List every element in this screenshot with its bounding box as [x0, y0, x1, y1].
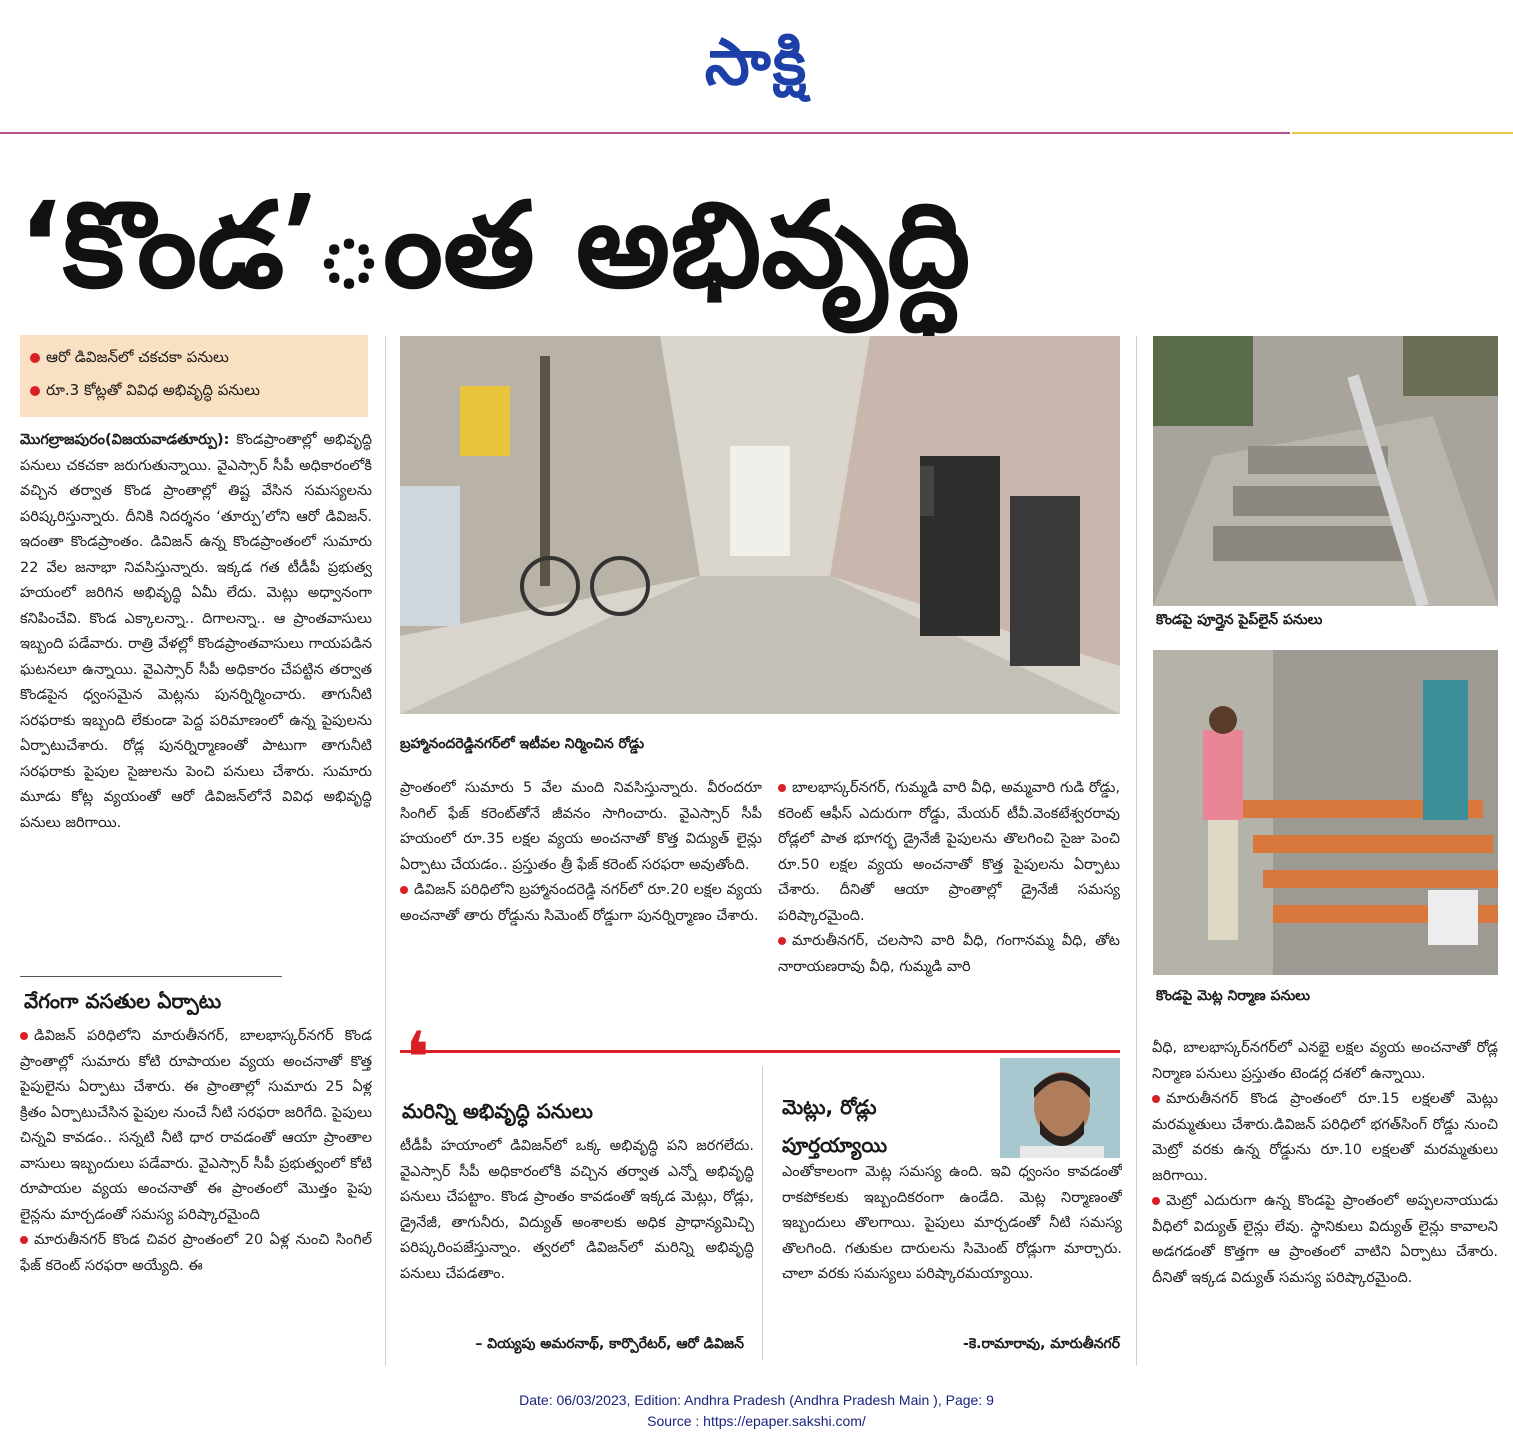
quote-column-rule — [762, 1066, 763, 1360]
quote-2-signature: -కె.రామారావు, మారుతీనగర్‌ — [963, 1336, 1120, 1352]
highlights-box — [20, 335, 368, 417]
main-photo-street — [400, 336, 1120, 714]
masthead-logo: సాక్షి — [704, 26, 809, 100]
main-photo-caption: బ్రహ్మానందరెడ్డినగర్‌లో ఇటీవల నిర్మించిన రోడ్డు — [400, 736, 645, 752]
quote-2-portrait — [1000, 1058, 1120, 1158]
bullet-icon — [1152, 1095, 1160, 1103]
street-photo-illustration — [400, 336, 1120, 714]
section-rule — [20, 976, 282, 977]
bullet-icon — [778, 937, 786, 945]
photo-pipeline-caption: కొండపై పూర్తైన పైప్‌లైన్‌ పనులు — [1156, 612, 1323, 628]
column-1-text2: డివిజన్‌ పరిధిలోని మారుతీనగర్, బాలభాస్కర్‌నగర్‌ కొండ ప్రాంతాల్లో సుమారు కోటి రూపాయల వ్యయ అంచనాతో కొత్త పైపులైను ఏర్పాటు చేశారు. ఈ ప్రాంతాల్లో సుమారు 25 ఏళ్ల క్రితం ఏర్పాటుచేసిన పైపుల నుంచే నీటి సరఫరా జరిగేది. పైపులు చిన్నవి కావడం.. సన్నటి నీటి ధార రావడంతో ఆయా ప్రాంతాల వాసులు ఇబ్బందులు పడేవారు. వైఎస్సార్‌ సీపీ ప్రభుత్వంలో కోటి రూపాయల వ్యయ అంచనాతో ఈ ప్రాంతంలో మొత్తం పైపు లైన్లను మార్చడంతో సమస్య పరిష్కారమైంది — [20, 1028, 372, 1223]
quote-1-text — [400, 1134, 754, 1330]
bullet-icon — [778, 784, 786, 792]
column-1-body — [20, 1024, 372, 1364]
column-3-text: బాలభాస్కర్‌నగర్, గుమ్మడి వారి వీధి, అమ్మవారి గుడి రోడ్డు, కరెంట్‌ ఆఫీస్‌ ఎదురుగా రోడ్డు, మేయర్‌ టీవీ.వెంకటేశ్వరరావు రోడ్లలో పాత భూగర్భ డ్రైనేజీ పైపులను తొలగించి సైజు పెంచి రూ.50 లక్షల వ్యయ అంచనాతో కొత్త పైపులను ఏర్పాటు చేశారు. దీనితో ఆయా ప్రాంతాల్లో డ్రైనేజీ సమస్య పరిష్కారమైంది. — [778, 780, 1120, 924]
footer-edition-info: Date: 06/03/2023, Edition: Andhra Pradesh (Andhra Pradesh Main ), Page: 9 — [519, 1392, 994, 1408]
column-1-intro — [20, 428, 372, 976]
photo-steps — [1153, 650, 1498, 975]
column-4-text: వీధి, బాలభాస్కర్‌నగర్‌లో ఎనభై లక్షల వ్యయ అంచనాతో రోడ్ల నిర్మాణ పనులు ప్రస్తుతం టెండర్ల దశలో ఉన్నాయి. — [1152, 1040, 1498, 1082]
quote-1-signature: – వియ్యపు అమరనాథ్, కార్పొరేటర్, ఆరో డివిజన్‌ — [475, 1336, 744, 1352]
column-4 — [1152, 1036, 1498, 1366]
masthead-rule — [0, 132, 1290, 134]
highlight-text: రూ.3 కోట్లతో వివిధ అభివృద్ధి పనులు — [46, 381, 260, 399]
column-3 — [778, 776, 1120, 1054]
masthead-rule-gold — [1292, 132, 1513, 134]
footer-source[interactable]: Source : https://epaper.sakshi.com/ — [647, 1413, 866, 1429]
column-2 — [400, 776, 762, 1054]
column-1-text3: మారుతీనగర్‌ కొండ చివర ప్రాంతంలో 20 ఏళ్ల నుంచి సింగిల్‌ ఫేజ్‌ కరెంట్‌ సరఫరా అయ్యేది. ఈ — [20, 1232, 372, 1274]
column-4-text3: మెట్రో ఎదురుగా ఉన్న కొండపై ప్రాంతంలో అప్పలనాయుడు వీధిలో విద్యుత్‌ లైన్లు లేవు. స్థానికులు విద్యుత్‌ లైన్లు కావాలని అడగడంతో కొత్తగా ఆ ప్రాంతంలో వాటిని ఏర్పాటు చేశారు. దీనితో ఇక్కడ విద్యుత్‌ సమస్య పరిష్కారమైంది. — [1152, 1193, 1498, 1286]
bullet-icon — [20, 1032, 28, 1040]
highlight-text: ఆరో డివిజన్‌లో చకచకా పనులు — [46, 348, 229, 366]
quote-2-paragraph: ఎంతోకాలంగా మెట్ల సమస్య ఉంది. ఇవి ధ్వంసం కావడంతో రాకపోకలకు ఇబ్బందికరంగా ఉండేది. మెట్ల నిర్మాణంతో ఇబ్బందులు తొలగాయి. పైపులు మార్చడంతో నీటి సమస్య తొలగింది. గతుకుల దారులను సిమెంట్‌ రోడ్లుగా మార్చారు. చాలా వరకు సమస్యలు పరిష్కారమయ్యాయి. — [782, 1164, 1122, 1282]
headline: ‘కొండ’ంత అభివృద్ధి — [18, 176, 971, 314]
dateline: మొగల్రాజపురం(విజయవాడతూర్పు): — [20, 432, 230, 448]
photo-pipeline — [1153, 336, 1498, 606]
quote-mark-icon: ❛ — [405, 1016, 430, 1100]
column-1-text: కొండప్రాంతాల్లో అభివృద్ధి పనులు చకచకా జరుగుతున్నాయి. వైఎస్సార్‌ సీపీ అధికారంలోకి వచ్చిన తర్వాత కొండ ప్రాంతాల్లో తిష్ట వేసిన సమస్యలను పరిష్కరిస్తున్నారు. దీనికి నిదర్శనం ‘తూర్పు’లోని ఆరో డివిజన్‌. ఇదంతా కొండప్రాంతం. డివిజన్‌ ఉన్న కొండప్రాంతంలో సుమారు 22 వేల జనాభా నివసిస్తున్నారు. ఇక్కడ గత టీడీపీ ప్రభుత్వ హయంలో జరిగిన అభివృద్ధి ఏమీ లేదు. మెట్లు అధ్వానంగా కనిపించేవి. కొండ ఎక్కాలన్నా.. దిగాలన్నా.. ఆ ప్రాంతవాసులు ఇబ్బంది పడేవారు. రాత్రి వేళల్లో కొండప్రాంతవాసులు గాయపడిన ఘటనలూ ఉన్నాయి. వైఎస్సార్‌ సీపీ అధికారం చేపట్టిన తర్వాత కొండపైన ధ్వంసమైన మెట్లను పునర్నిర్మించారు. తాగునీటి సరఫరాకు ఇబ్బంది లేకుండా పెద్ద పరిమాణంలో ఉన్న పైపులను ఏర్పాటుచేశారు. రోడ్ల పునర్నిర్మాణంతో పాటుగా తాగునీటి సరఫరాకు పైపుల సైజులను పెంచి పనులు చేశారు. సుమారు మూడు కోట్ల వ్యయంతో ఆరో డివిజన్‌లోనే వివిధ అభివృద్ధి పనులు జరిగాయి. — [20, 432, 372, 831]
bullet-icon — [400, 886, 408, 894]
portrait-illustration — [1000, 1058, 1120, 1158]
quote-divider — [400, 1050, 1120, 1053]
quote-1-subhead: మరిన్ని అభివృద్ధి పనులు — [402, 1099, 593, 1123]
quote-2-text — [782, 1160, 1122, 1332]
highlight-item — [30, 341, 358, 374]
photo-steps-caption: కొండపై మెట్ల నిర్మాణ పనులు — [1156, 988, 1310, 1004]
bullet-icon — [20, 1236, 28, 1244]
quote-2-subhead-line2: పూర్తయ్యాయి — [782, 1133, 888, 1157]
quote-1-paragraph: టీడీపీ హయాంలో డివిజన్‌లో ఒక్క అభివృద్ధి పని జరగలేదు. వైఎస్సార్‌ సీపీ అధికారంలోకి వచ్చిన తర్వాత ఎన్నో అభివృద్ధి పనులు చేపట్టాం. కొండ ప్రాంతం కావడంతో ఇక్కడ మెట్లు, రోడ్లు, డ్రైనేజీ, తాగునీరు, విద్యుత్‌ అంశాలకు అధిక ప్రాధాన్యమిచ్చి పరిష్కరింపజేస్తున్నాం. త్వరలో డివిజన్‌లో మరిన్ని అభివృద్ధి పనులు చేపడతాం. — [400, 1138, 754, 1282]
bullet-icon — [1152, 1197, 1160, 1205]
column-4-text2: మారుతీనగర్‌ కొండ ప్రాంతంలో రూ.15 లక్షలతో మెట్లు మరమ్మతులు చేశారు.డివిజన్‌ పరిధిలో భగత్‌సింగ్‌ రోడ్డు నుంచి మెట్రో వరకు ఉన్న రోడ్డును రూ.10 లక్షలతో మరమ్మతులు జరిగాయి. — [1152, 1091, 1498, 1184]
column-2-text: ప్రాంతంలో సుమారు 5 వేల మంది నివసిస్తున్నారు. వీరందరూ సింగిల్‌ ఫేజ్‌ కరెంట్‌తోనే జీవనం సాగించారు. వైఎస్సార్‌ సీపీ హయంలో రూ.35 లక్షల వ్యయ అంచనాతో కొత్త విద్యుత్‌ లైన్లు ఏర్పాటు చేయడం.. ప్రస్తుతం త్రీ ఫేజ్‌ కరెంట్‌ సరఫరా అవుతోంది. — [400, 780, 762, 873]
column-rule-2 — [1136, 336, 1137, 1366]
column-rule-1 — [385, 336, 386, 1366]
bullet-icon — [30, 353, 40, 363]
column-2-text2: డివిజన్‌ పరిధిలోని బ్రహ్మానందరెడ్డి నగర్‌లో రూ.20 లక్షల వ్యయ అంచనాతో తారు రోడ్డును సిమెంట్‌ రోడ్డుగా పునర్నిర్మాణం చేశారు. — [400, 882, 762, 924]
column-3-text2: మారుతీనగర్, చలసాని వారి వీధి, గంగానమ్మ వీధి, తోట నారాయణరావు వీధి, గుమ్మడి వారి — [778, 933, 1120, 975]
column-1-subhead: వేగంగా వసతుల ఏర్పాటు — [24, 989, 222, 1013]
highlight-item — [30, 374, 358, 407]
bullet-icon — [30, 386, 40, 396]
steps-photo-illustration — [1153, 650, 1498, 975]
quote-2-subhead-line1: మెట్లు, రోడ్లు — [782, 1095, 877, 1119]
pipeline-photo-illustration — [1153, 336, 1498, 606]
